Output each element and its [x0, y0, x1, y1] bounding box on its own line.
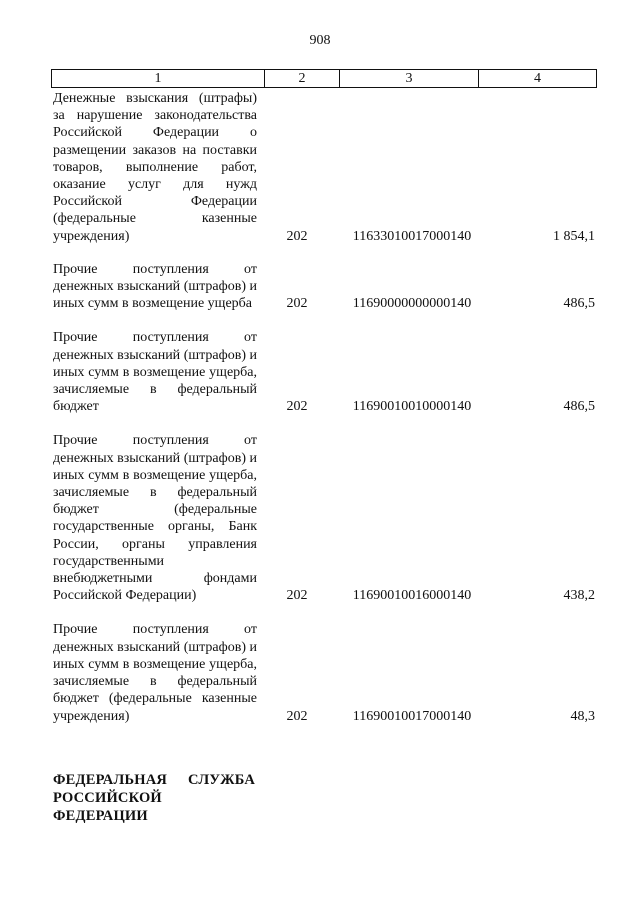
- row-amount: 486,5: [563, 296, 595, 312]
- row-admin-code: 202: [286, 399, 308, 415]
- row-amount: 1 854,1: [553, 228, 595, 244]
- table-header: [51, 69, 597, 88]
- row-amount: 438,2: [563, 588, 595, 604]
- page-number: 908: [309, 33, 331, 48]
- row-kbk: 11690010010000140: [352, 399, 472, 415]
- row-kbk: 11690000000000140: [352, 296, 472, 312]
- row-description: Прочие поступления от денежных взысканий (штрафов) и иных сумм в возмещение ущерба, зачисляемые в федеральный бюджет: [53, 330, 257, 415]
- row-description: Прочие поступления от денежных взысканий (штрафов) и иных сумм в возмещение ущерба, зачисляемые в федеральный бюджет (федеральные государственные органы, Банк России, органы управления государственными внебюджетными фондами Российской Федерации): [53, 433, 257, 604]
- row-admin-code: 202: [286, 228, 308, 244]
- table-row: [53, 621, 595, 724]
- row-amount: 486,5: [563, 399, 595, 415]
- row-description: Прочие поступления от денежных взысканий (штрафов) и иных сумм в возмещение ущерба: [53, 261, 257, 312]
- table-row: [53, 329, 595, 415]
- table-row: [53, 432, 595, 604]
- row-kbk: 11633010017000140: [352, 228, 472, 244]
- header-col-3: 3: [340, 70, 479, 87]
- row-amount: 48,3: [570, 708, 595, 724]
- row-kbk: 11690010016000140: [352, 588, 472, 604]
- row-admin-code: 202: [286, 708, 308, 724]
- table-body: [53, 90, 595, 739]
- header-col-2: 2: [265, 70, 340, 87]
- section-title: ФЕДЕРАЛЬНАЯ СЛУЖБА РОССИЙСКОЙ ФЕДЕРАЦИИ: [53, 772, 255, 824]
- row-admin-code: 202: [286, 296, 308, 312]
- row-admin-code: 202: [286, 588, 308, 604]
- row-kbk: 11690010017000140: [352, 708, 472, 724]
- header-col-1: 1: [52, 70, 265, 87]
- header-col-4: 4: [534, 71, 541, 86]
- row-description: Денежные взыскания (штрафы) за нарушение законодательства Российской Федерации о размещении заказов на поставки товаров, выполнение работ, оказание услуг для нужд Российской Федерации (федеральные казенные учреждения): [53, 91, 257, 244]
- table-row: [53, 261, 595, 313]
- row-description: Прочие поступления от денежных взысканий (штрафов) и иных сумм в возмещение ущерба, зачисляемые в федеральный бюджет (федеральные казенные учреждения): [53, 622, 257, 724]
- table-row: [53, 90, 595, 245]
